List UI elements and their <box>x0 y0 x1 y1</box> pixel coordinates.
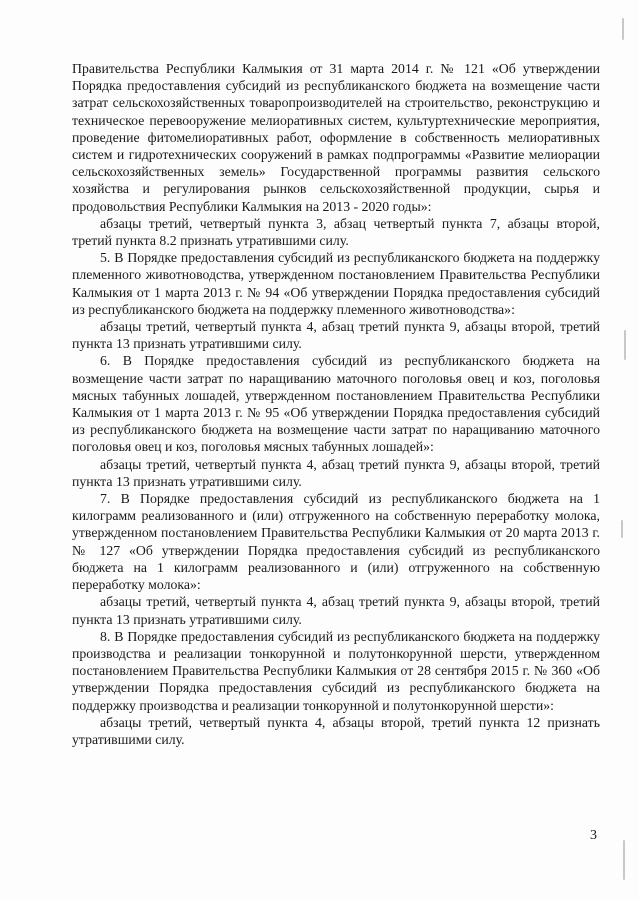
page-number: 3 <box>590 828 597 843</box>
scan-artifact <box>621 520 623 538</box>
paragraph-item-6-repeal: абзацы третий, четвертый пункта 4, абзац третий пункта 9, абзацы второй, третий пункта 13 признать утратившими силу. <box>72 456 600 489</box>
document-body <box>72 60 600 748</box>
paragraph-continuation-resolution-121: Правительства Республики Калмыкия от 31 марта 2014 г. № 121 «Об утверждении Порядка предоставления субсидий из республиканского бюджета на возмещение части затрат сельскохозяйственных товаропроизводителей на строительство, реконструкцию и техническое перевооружение мелиоративных систем, культуртехнические мероприятия, проведение фитомелиоративных работ, оформление в собственность мелиоративных систем и гидротехнических сооружений в рамках подпрограммы «Развитие мелиорации сельскохозяйственных земель» Государственной программы развития сельского хозяйства и регулирования рынков сельскохозяйственной продукции, сырья и продовольствия Республики Калмыкия на 2013 - 2020 годы»: <box>72 61 600 214</box>
paragraph-item-4-repeal: абзацы третий, четвертый пункта 3, абзац четвертый пункта 7, абзацы второй, третий пункта 8.2 признать утратившими силу. <box>72 215 600 249</box>
scan-artifact <box>623 840 625 880</box>
scan-artifact <box>622 18 624 40</box>
scan-artifact <box>624 330 626 360</box>
paragraph-item-7-repeal: абзацы третий, четвертый пункта 4, абзац третий пункта 9, абзацы второй, третий пункта 13 признать утратившими силу. <box>72 594 600 627</box>
paragraph-item-5-repeal: абзацы третий, четвертый пункта 4, абзац третий пункта 9, абзацы второй, третий пункта 13 признать утратившими силу. <box>72 319 600 352</box>
paragraph-item-8: 8. В Порядке предоставления субсидий из республиканского бюджета на поддержку производства и реализации тонкорунной и полутонкорунной шерсти, утвержденном постановлением Правительства Республики Калмыкия от 28 сентября 2015 г. № 360 «Об утверждении Порядка предоставления субсидий из республиканского бюджета на поддержку производства и реализации тонкорунной и полутонкорунной шерсти»: <box>72 628 600 713</box>
paragraph-item-6: 6. В Порядке предоставления субсидий из республиканского бюджета на возмещение части затрат по наращиванию маточного поголовья овец и коз, поголовья мясных табунных лошадей, утвержденном постановлением Правительства Республики Калмыкия от 1 марта 2013 г. № 95 «Об утверждении Порядка предоставления субсидий из республиканского бюджета на возмещение части затрат по наращиванию маточного поголовья овец и коз, поголовья мясных табунных лошадей»: <box>72 353 600 455</box>
paragraph-item-7: 7. В Порядке предоставления субсидий из республиканского бюджета на 1 килограмм реализованного и (или) отгруженного на собственную переработку молока, утвержденном постановлением Правительства Республики Калмыкия от 20 марта 2013 г. № 127 «Об утверждении Порядка предоставления субсидий из республиканского бюджета на 1 килограмм реализованного и (или) отгруженного на собственную переработку молока»: <box>72 491 600 593</box>
paragraph-item-5: 5. В Порядке предоставления субсидий из республиканского бюджета на поддержку племенного животноводства, утвержденном постановлением Правительства Республики Калмыкия от 1 марта 2013 г. № 94 «Об утверждении Порядка предоставления субсидий из республиканского бюджета на поддержку племенного животноводства»: <box>72 250 600 317</box>
paragraph-item-8-repeal: абзацы третий, четвертый пункта 4, абзацы второй, третий пункта 12 признать утратившими силу. <box>72 714 600 747</box>
